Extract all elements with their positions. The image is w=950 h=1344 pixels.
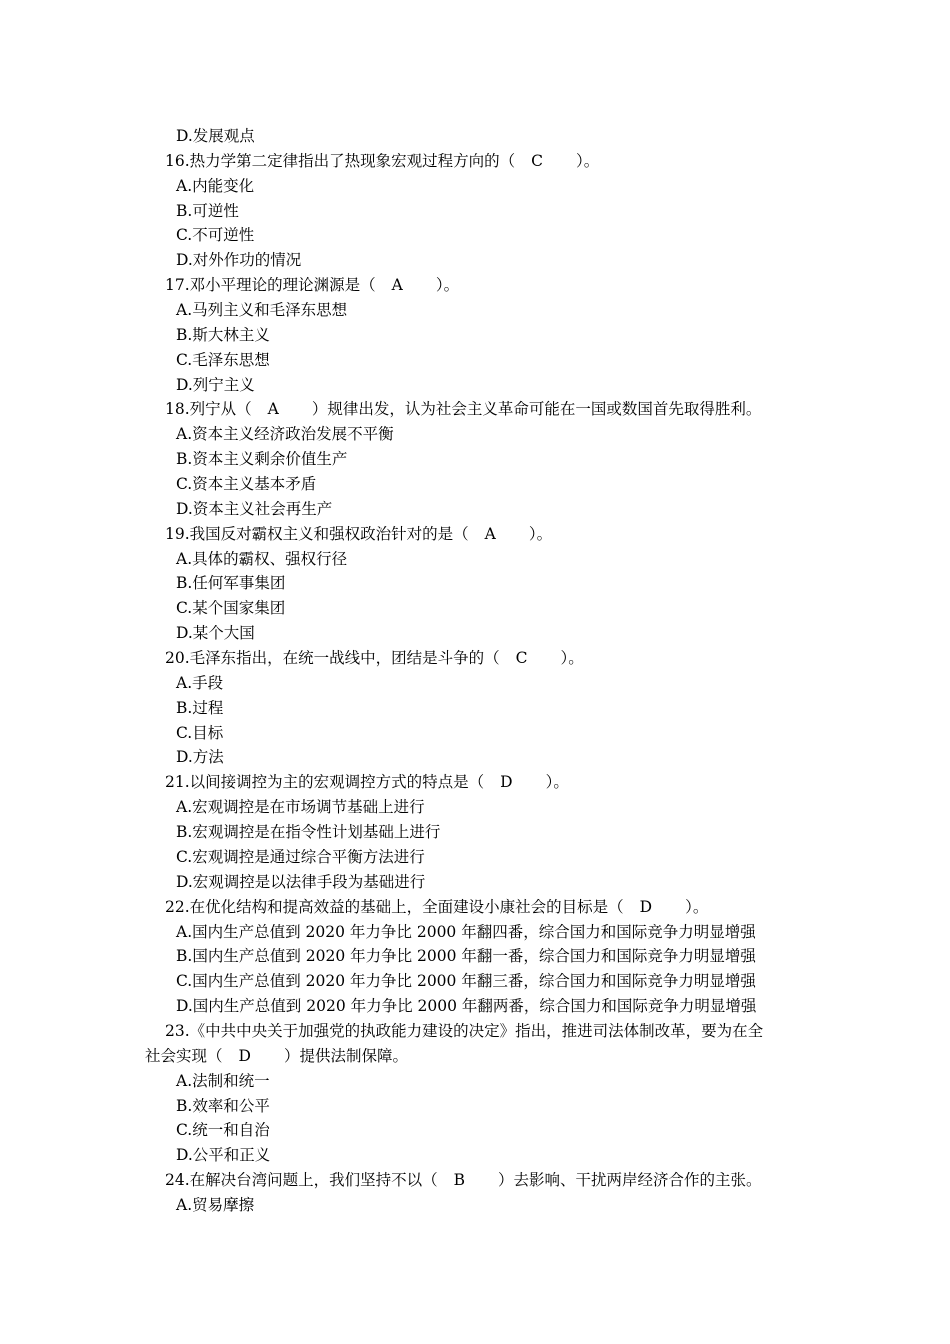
question-text — [145, 646, 810, 671]
answer-option: D.发展观点 — [176, 127, 255, 145]
answer-option: C.统一和自治 — [176, 1121, 270, 1140]
question-text — [145, 895, 810, 920]
answer-key: D — [500, 773, 513, 792]
answer-option: D.宏观调控是以法律手段为基础进行 — [176, 872, 426, 891]
answer-option: B.效率和公平 — [176, 1096, 270, 1115]
question-text: 23.《中共中央关于加强党的执政能力建设的决定》指出，推进司法体制改革，要为在全 — [165, 1021, 764, 1040]
question-tail: ）。 — [685, 897, 709, 916]
question-stem: 社会实现（ — [145, 1046, 223, 1065]
answer-option: A.马列主义和毛泽东思想 — [176, 301, 348, 320]
answer-option: A.宏观调控是在市场调节基础上进行 — [176, 798, 425, 817]
answer-option: D.对外作功的情况 — [176, 251, 302, 270]
question-text — [145, 770, 810, 795]
answer-option: C.目标 — [176, 723, 224, 742]
answer-option: B.斯大林主义 — [176, 325, 270, 344]
answer-option: A.国内生产总值到 2020 年力争比 2000 年翻四番，综合国力和国际竞争力明显增强 — [176, 922, 756, 941]
answer-option: C.国内生产总值到 2020 年力争比 2000 年翻三番，综合国力和国际竞争力明显增强 — [176, 972, 756, 991]
answer-option: C.毛泽东思想 — [176, 350, 270, 369]
answer-option: D.方法 — [176, 748, 224, 767]
question-stem: 20.毛泽东指出，在统一战线中，团结是斗争的（ — [165, 649, 500, 668]
answer-option: A.内能变化 — [176, 176, 255, 195]
question-tail: ）去影响、干扰两岸经济合作的主张。 — [498, 1171, 762, 1190]
answer-key: A — [484, 524, 496, 543]
question-tail: ）。 — [528, 524, 553, 543]
question-continuation — [145, 1044, 810, 1069]
answer-key: C — [515, 649, 528, 668]
answer-key: D — [238, 1046, 251, 1065]
question-text — [145, 1168, 810, 1193]
answer-option: C.资本主义基本矛盾 — [176, 475, 317, 494]
question-stem: 17.邓小平理论的理论渊源是（ — [165, 276, 376, 295]
question-stem: 16.热力学第二定律指出了热现象宏观过程方向的（ — [165, 151, 516, 170]
answer-option: D.某个大国 — [176, 624, 255, 643]
answer-option: A.具体的霸权、强权行径 — [176, 549, 348, 568]
answer-option: D.公平和正义 — [176, 1146, 271, 1165]
question-text — [145, 522, 810, 547]
answer-key: A — [267, 400, 279, 419]
question-stem: 18.列宁从（ — [165, 400, 252, 419]
answer-option: A.手段 — [176, 673, 224, 692]
question-stem: 19.我国反对霸权主义和强权政治针对的是（ — [165, 524, 469, 543]
answer-option: B.可逆性 — [176, 201, 239, 220]
answer-key: B — [453, 1171, 466, 1190]
answer-option: D.列宁主义 — [176, 375, 255, 394]
question-tail: ）。 — [560, 649, 584, 668]
answer-key: A — [391, 276, 403, 295]
answer-option: A.法制和统一 — [176, 1071, 270, 1090]
answer-key: C — [531, 151, 544, 170]
answer-option: B.任何军事集团 — [176, 574, 286, 593]
question-stem: 24.在解决台湾问题上，我们坚持不以（ — [165, 1171, 438, 1190]
question-text — [145, 397, 810, 422]
answer-option: C.不可逆性 — [176, 226, 255, 245]
question-tail: ）。 — [576, 151, 600, 170]
answer-option: A.贸易摩擦 — [176, 1195, 255, 1214]
question-text — [145, 273, 810, 298]
answer-option: B.宏观调控是在指令性计划基础上进行 — [176, 823, 441, 842]
question-tail: ）提供法制保障。 — [283, 1046, 408, 1065]
answer-option: D.国内生产总值到 2020 年力争比 2000 年翻两番，综合国力和国际竞争力明显增强 — [176, 997, 757, 1016]
answer-option: B.国内生产总值到 2020 年力争比 2000 年翻一番，综合国力和国际竞争力明显增强 — [176, 947, 756, 966]
answer-option: B.过程 — [176, 698, 224, 717]
answer-option: B.资本主义剩余价值生产 — [176, 450, 348, 469]
answer-option: C.宏观调控是通过综合平衡方法进行 — [176, 847, 425, 866]
question-text — [145, 149, 810, 174]
answer-option: D.资本主义社会再生产 — [176, 499, 333, 518]
question-tail: ）规律出发，认为社会主义革命可能在一国或数国首先取得胜利。 — [311, 400, 762, 419]
question-tail: ）。 — [545, 773, 569, 792]
question-list — [145, 124, 810, 1218]
question-tail: ）。 — [435, 276, 460, 295]
answer-option: C.某个国家集团 — [176, 599, 286, 618]
answer-option: A.资本主义经济政治发展不平衡 — [176, 425, 394, 444]
question-stem: 22.在优化结构和提高效益的基础上，全面建设小康社会的目标是（ — [165, 897, 624, 916]
answer-key: D — [639, 897, 653, 916]
question-stem: 21.以间接调控为主的宏观调控方式的特点是（ — [165, 773, 485, 792]
